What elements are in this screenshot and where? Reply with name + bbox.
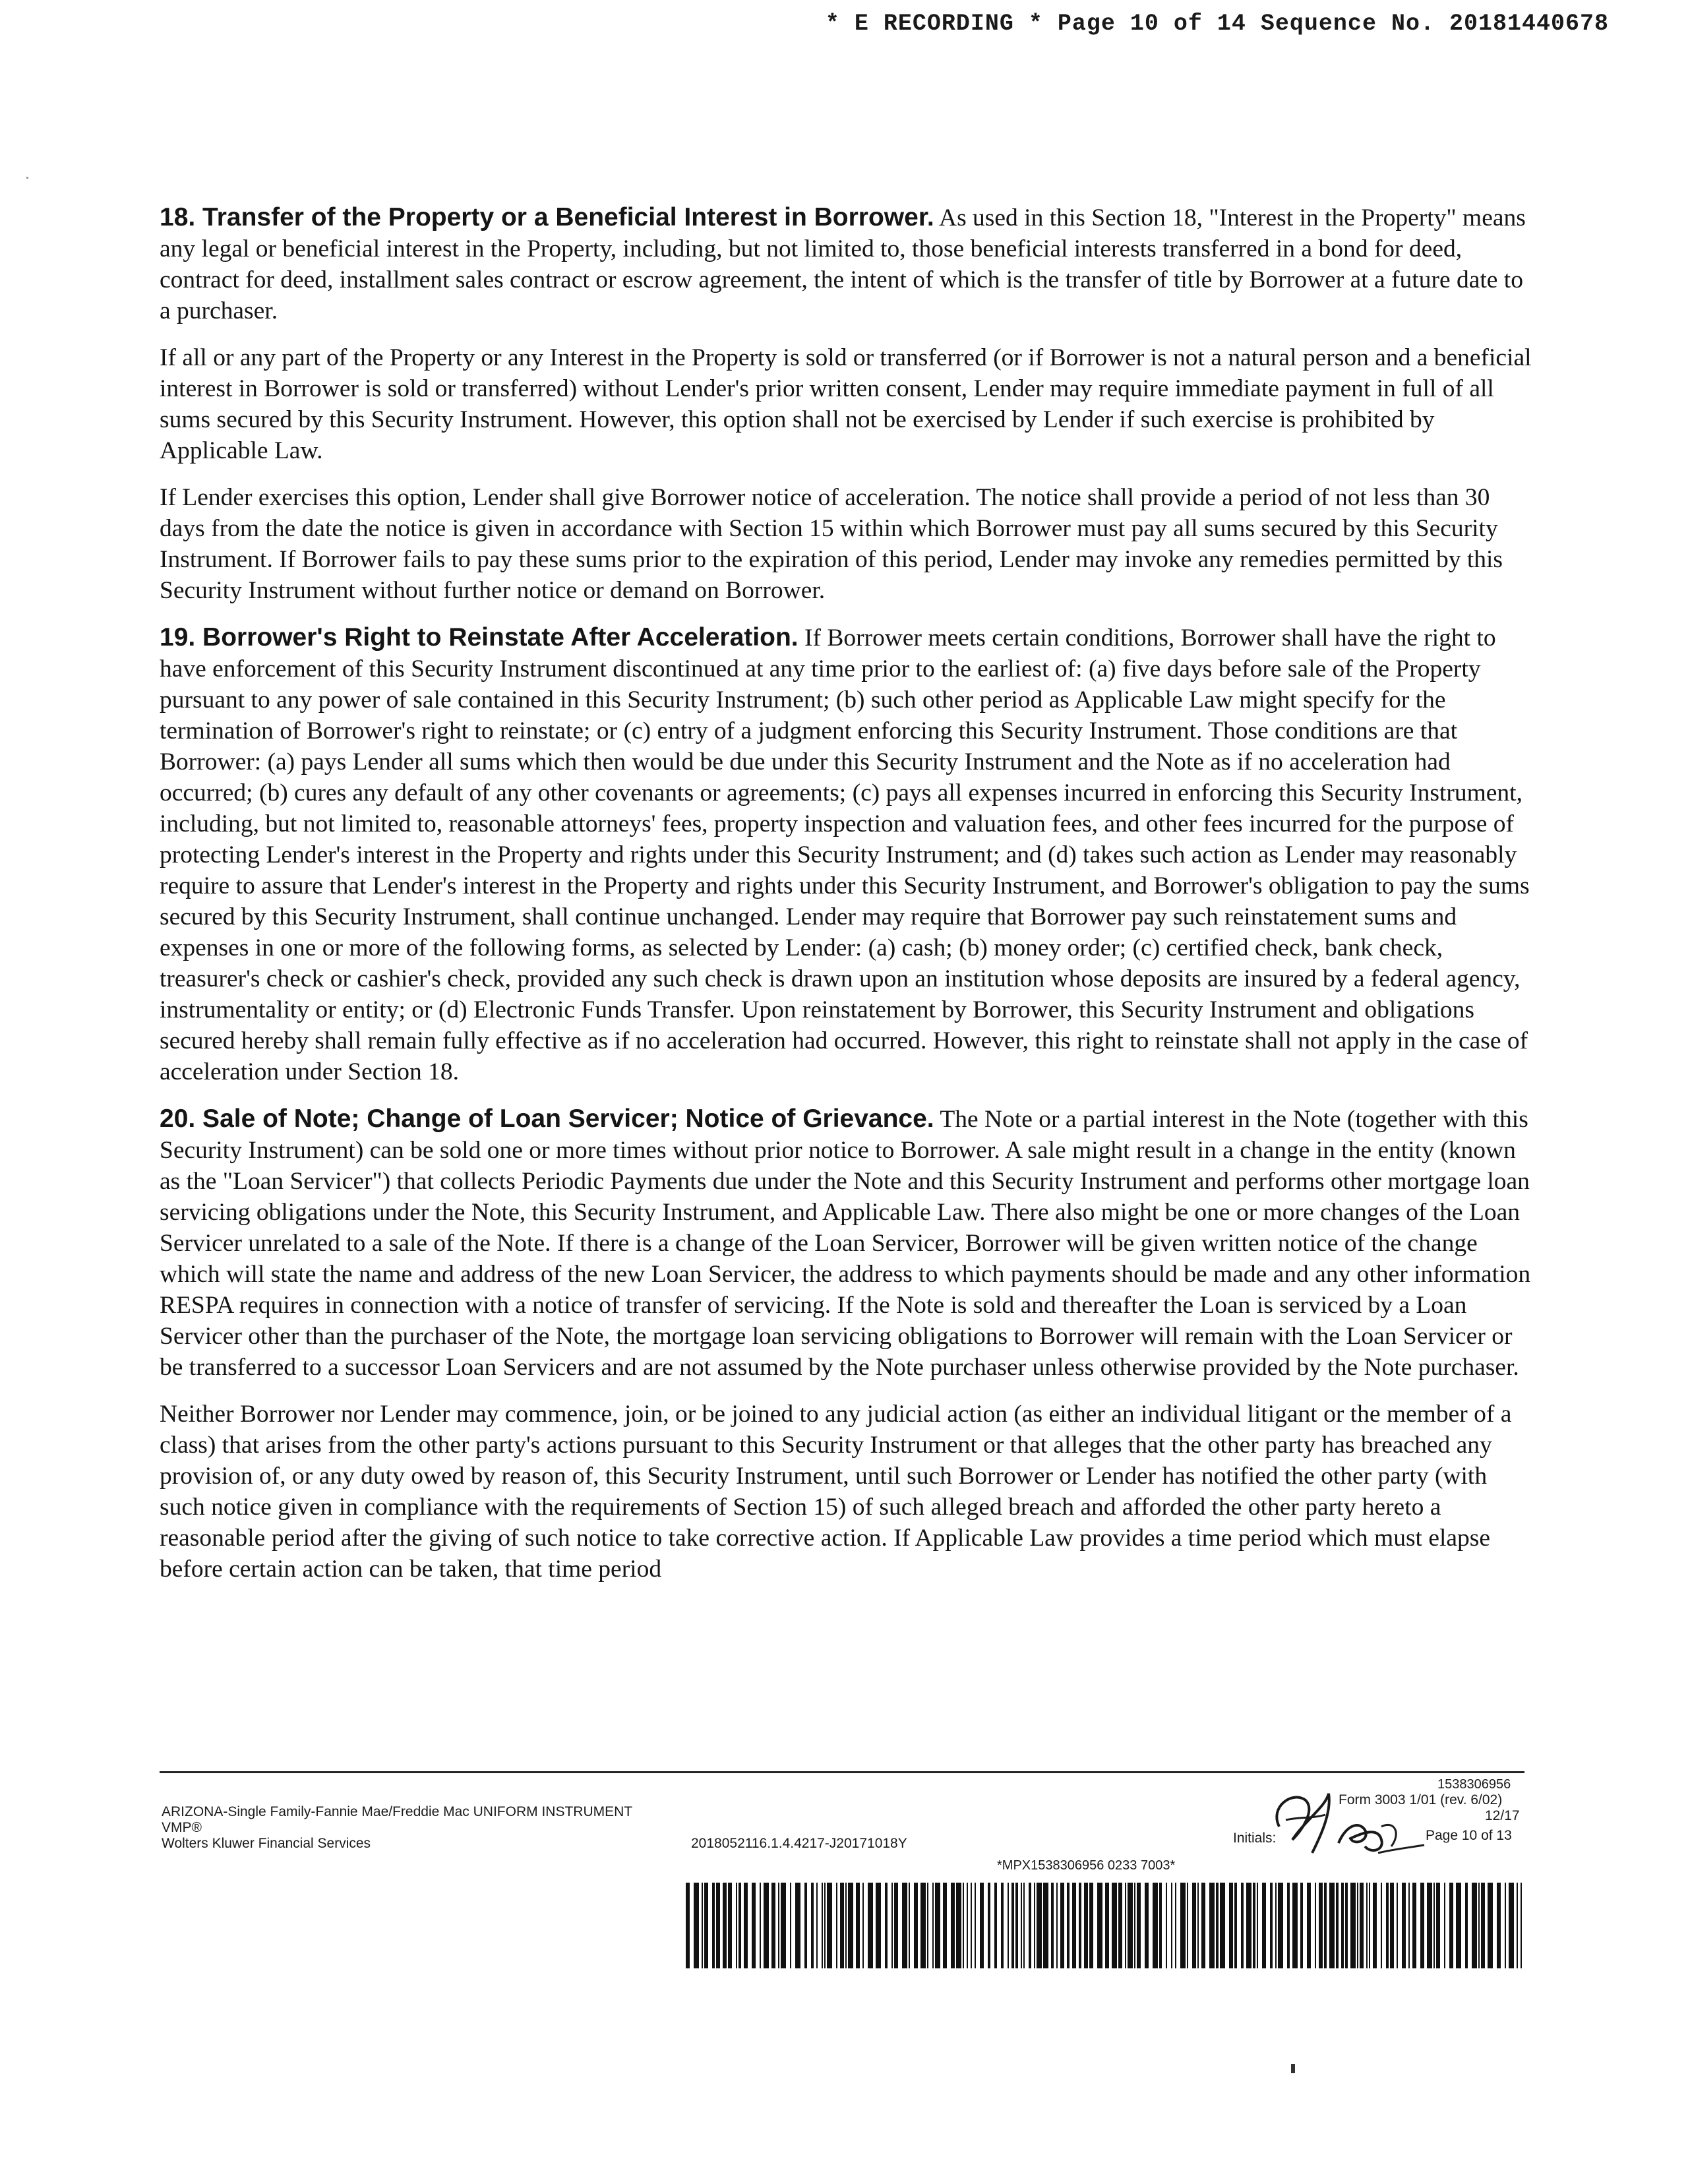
barcode-bar [894,1883,898,1968]
barcode-bar [1097,1883,1102,1968]
scan-mark [1291,2064,1295,2073]
barcode-bar [1350,1883,1356,1968]
barcode-bar [927,1883,928,1968]
barcode-bar [1345,1883,1348,1968]
barcode-bar [778,1883,779,1968]
barcode-bar [1366,1883,1368,1968]
initials-label: Initials: [1233,1831,1277,1846]
barcode-bar [935,1883,940,1968]
barcode-bar [967,1883,968,1968]
barcode-bar [728,1883,732,1968]
barcode-bar [1329,1883,1335,1968]
barcode-bar [1118,1883,1122,1968]
barcode-bar [1341,1883,1344,1968]
barcode-bar [836,1883,837,1968]
barcode-bar [902,1883,907,1968]
barcode-bar [1187,1883,1188,1968]
barcode-bar [704,1883,708,1968]
barcode-bar [1220,1883,1225,1968]
barcode-bar [1472,1883,1477,1968]
barcode-bar [1307,1883,1311,1968]
barcode-bar [781,1883,786,1968]
section-18-text-1: As used in this Section 18, "Interest in the Property" means any legal or beneficial interest in the Property, including, but not limited to, those beneficial interests transferred in a bond for deed, contract for deed, installment sales contract or escrow agreement, the intent of which is the transfer of title by Borrower at a future date to a purchaser. [160,204,1526,324]
barcode-bar [738,1883,741,1968]
barcode-bar [876,1883,881,1968]
barcode-bar [702,1883,703,1968]
section-20-text-1: The Note or a partial interest in the Note (together with this Security Instrument) can be sold one or more times without prior notice to Borrower. A sale might result in a change in the entity (known as the "Loan Servicer") that collects Periodic Payments due under the Note and this Security Instrument and performs other mortgage loan servicing obligations under the Note, this Security Instrument, and Applicable Law. There also might be one or more changes of the Loan Servicer unrelated to a sale of the Note. If there is a change of the Loan Servicer, Borrower will be given written notice of the change which will state the name and address of the new Loan Servicer, the address to which payments should be made and any other information RESPA requires in connection with a notice of transfer of servicing. If the Note is sold and thereafter the Loan is serviced by a Loan Servicer other than the purchaser of the Note, the mortgage loan servicing obligations to Borrower will remain with the Loan Servicer or be transferred to a successor Loan Servicers and are not assumed by the Note purchaser unless otherwise provided by the Note purchaser. [160,1106,1531,1381]
barcode-bar [790,1883,791,1968]
barcode-bar [1253,1883,1255,1968]
barcode-bar [712,1883,715,1968]
barcode-bar [1023,1883,1025,1968]
barcode-bar [1216,1883,1219,1968]
barcode-bar [1408,1883,1410,1968]
barcode [686,1883,1528,1968]
barcode-bar [1180,1883,1186,1968]
barcode-bar [951,1883,955,1968]
barcode-bar [1037,1883,1042,1968]
recording-stamp: * E RECORDING * Page 10 of 14 Sequence No. 20181440678 [825,11,1609,37]
handwritten-initials [1266,1780,1431,1866]
barcode-bar [1067,1883,1070,1968]
barcode-bar [994,1883,997,1968]
barcode-bar [1444,1883,1445,1968]
barcode-bar [891,1883,893,1968]
scan-speck [26,177,28,179]
barcode-bar [1412,1883,1416,1968]
barcode-bar [1456,1883,1461,1968]
barcode-bar [1229,1883,1233,1968]
barcode-bar [804,1883,807,1968]
barcode-bar [1134,1883,1135,1968]
barcode-bar [1449,1883,1453,1968]
barcode-bar [1509,1883,1514,1968]
barcode-bar [1209,1883,1215,1968]
barcode-bar [956,1883,961,1968]
barcode-bar [1390,1883,1394,1968]
barcode-bar [1397,1883,1398,1968]
barcode-bar [811,1883,814,1968]
barcode-bar [1192,1883,1196,1968]
section-19-heading: 19. Borrower's Right to Reinstate After Acceleration. [160,623,799,652]
barcode-bar [1481,1883,1485,1968]
barcode-bar [1015,1883,1018,1968]
barcode-bar [827,1883,832,1968]
barcode-bar [856,1883,860,1968]
barcode-bar [1001,1883,1004,1968]
barcode-bar [971,1883,972,1968]
barcode-bar [1234,1883,1237,1968]
barcode-bar [1373,1883,1377,1968]
barcode-bar [868,1883,873,1968]
barcode-bar [932,1883,934,1968]
barcode-bar [752,1883,756,1968]
document-body [160,202,1538,1600]
barcode-text: *MPX1538306956 0233 7003* [997,1858,1176,1873]
section-18-paragraph-3: If Lender exercises this option, Lender shall give Borrower notice of acceleration. The notice shall provide a period of not less than 30 days from the date the notice is given in accordance with Section 15 within which Borrower must pay all sums secured by this Security Instrument. If Borrower fails to pay these sums prior to the expiration of this period, Lender may invoke any remedies permitted by this Security Instrument without further notice or demand on Borrower. [160,484,1503,604]
barcode-bar [1112,1883,1117,1968]
section-20-paragraph-1 [160,1103,1538,1383]
barcode-bar [1315,1883,1316,1968]
barcode-bar [716,1883,720,1968]
barcode-bar [744,1883,748,1968]
vmp-label: VMP® [162,1820,202,1835]
barcode-bar [736,1883,737,1968]
barcode-bar [1360,1883,1364,1968]
barcode-bar [1137,1883,1141,1968]
barcode-bar [885,1883,888,1968]
barcode-bar [1420,1883,1424,1968]
barcode-bar [1201,1883,1205,1968]
section-18-paragraph-2: If all or any part of the Property or any Interest in the Property is sold or transferred (or if Borrower is not a natural person and a beneficial interest in Borrower is sold or transferred) without Lender's prior written consent, Lender may require immediate payment in full of all sums secured by this Security Instrument. However, this option shall not be exercised by Lender if such exercise is prohibited by Applicable Law. [160,344,1532,464]
barcode-bar [824,1883,826,1968]
publisher: Wolters Kluwer Financial Services [162,1836,371,1851]
barcode-bar [909,1883,910,1968]
barcode-bar [1171,1883,1172,1968]
barcode-bar [1427,1883,1432,1968]
barcode-bar [1275,1883,1277,1968]
barcode-bar [1369,1883,1370,1968]
doc-code: 2018052116.1.4.4217-J20171018Y [691,1836,907,1851]
barcode-bar [694,1883,699,1968]
section-18-heading: 18. Transfer of the Property or a Beneficial Interest in Borrower. [160,203,934,231]
barcode-bar [822,1883,823,1968]
barcode-bar [1128,1883,1133,1968]
date-code: 12/17 [1485,1808,1520,1823]
barcode-bar [816,1883,818,1968]
barcode-bar [1324,1883,1327,1968]
barcode-bar [771,1883,775,1968]
barcode-bar [1079,1883,1081,1968]
barcode-bar [920,1883,926,1968]
barcode-bar [1319,1883,1323,1968]
barcode-bar [840,1883,844,1968]
barcode-bar [988,1883,990,1968]
barcode-bar [1051,1883,1054,1968]
section-18-paragraph-1 [160,202,1538,326]
barcode-bar [1241,1883,1244,1968]
barcode-bar [862,1883,864,1968]
barcode-bar [963,1883,964,1968]
barcode-bar [1056,1883,1058,1968]
barcode-bar [1197,1883,1199,1968]
footer-rule [160,1771,1524,1773]
form-title: ARIZONA-Single Family-Fannie Mae/Freddie Mac UNIFORM INSTRUMENT [162,1804,633,1819]
barcode-bar [1287,1883,1290,1968]
barcode-bar [1521,1883,1522,1968]
section-20-heading: 20. Sale of Note; Change of Loan Servicer; Notice of Grievance. [160,1105,934,1133]
barcode-bar [686,1883,690,1968]
barcode-bar [1060,1883,1064,1968]
barcode-bar [1381,1883,1382,1968]
barcode-bar [975,1883,976,1968]
barcode-bar [1072,1883,1076,1968]
barcode-bar [848,1883,853,1968]
barcode-bar [1497,1883,1501,1968]
barcode-bar [1357,1883,1358,1968]
barcode-bar [1159,1883,1162,1968]
barcode-bar [1011,1883,1014,1968]
barcode-bar [1089,1883,1093,1968]
barcode-bar [1505,1883,1506,1968]
barcode-bar [760,1883,761,1968]
barcode-bar [1262,1883,1266,1968]
barcode-bar [1029,1883,1031,1968]
barcode-bar [1270,1883,1273,1968]
barcode-bar [1166,1883,1167,1968]
barcode-bar [1465,1883,1468,1968]
barcode-bar [1292,1883,1298,1968]
barcode-bar [1300,1883,1303,1968]
barcode-bar [1336,1883,1339,1968]
barcode-bar [1402,1883,1406,1968]
barcode-bar [1488,1883,1493,1968]
barcode-bar [1175,1883,1176,1968]
barcode-bar [1105,1883,1109,1968]
barcode-bar [1436,1883,1440,1968]
barcode-bar [764,1883,769,1968]
section-20-paragraph-2: Neither Borrower nor Lender may commence, join, or be joined to any judicial action (as either an individual litigant or the member of a class) that arises from the other party's actions pursuant to this Security Instrument or that alleges that the other party has breached any provision of, or any duty owed by reason of, this Security Instrument, until such Borrower or Lender has notified the other party (with such notice given in compliance with the requirements of Section 15) of such alleged breach and afforded the other party hereto a reasonable period after the giving of such notice to take corrective action. If Applicable Law provides a time period which must elapse before certain action can be taken, that time period [160,1401,1512,1583]
form-number: Form 3003 1/01 (rev. 6/02) [1339,1792,1503,1807]
barcode-bar [1125,1883,1126,1968]
barcode-bar [845,1883,847,1968]
barcode-bar [1517,1883,1518,1968]
barcode-bar [1278,1883,1283,1968]
barcode-bar [980,1883,984,1968]
barcode-bar [943,1883,947,1968]
loan-number: 1538306956 [1437,1777,1511,1792]
barcode-bar [1145,1883,1149,1968]
barcode-bar [1257,1883,1258,1968]
barcode-bar [1478,1883,1480,1968]
barcode-bar [1008,1883,1009,1968]
barcode-bar [1084,1883,1088,1968]
barcode-bar [1034,1883,1035,1968]
barcode-bar [1021,1883,1022,1968]
section-19-paragraph-1 [160,622,1538,1087]
barcode-bar [1246,1883,1251,1968]
section-19-text-1: If Borrower meets certain conditions, Borrower shall have the right to have enforcement of this Security Instrument discontinued at any time prior to the earliest of: (a) five days before sale of the Property pursuant to any power of sale contained in this Security Instrument; (b) such other period as Applicable Law might specify for the termination of Borrower's right to reinstate; or (c) entry of a judgment enforcing this Security Instrument. Those conditions are that Borrower: (a) pays Lender all sums which then would be due under this Security Instrument and the Note as if no acceleration had occurred; (b) cures any default of any other covenants or agreements; (c) pays all expenses incurred in enforcing this Security Instrument, including, but not limited to, reasonable attorneys' fees, property inspection and valuation fees, and other fees incurred for the purpose of protecting Lender's interest in the Property and rights under this Security Instrument; and (d) takes such action as Lender may reasonably require to assure that Lender's interest in the Property and rights under this Security Instrument, and Borrower's obligation to pay the sums secured by this Security Instrument, shall continue unchanged. Lender may require that Borrower pay such reinstatement sums and expenses in one or more of the following forms, as selected by Lender: (a) cash; (b) money order; (c) certified check, bank check, treasurer's check or cashier's check, provided any such check is drawn upon an institution whose deposits are insured by a federal agency, instrumentality or entity; or (d) Electronic Funds Transfer. Upon reinstatement by Borrower, this Security Instrument and obligations secured hereby shall remain fully effective as if no acceleration had occurred. However, this right to reinstate shall not apply in the case of acceleration under Section 18. [160,624,1530,1085]
page-label: Page 10 of 13 [1426,1828,1512,1843]
barcode-bar [795,1883,800,1968]
barcode-bar [1433,1883,1435,1968]
barcode-bar [1386,1883,1389,1968]
barcode-bar [723,1883,727,1968]
barcode-bar [914,1883,918,1968]
barcode-bar [1153,1883,1158,1968]
barcode-bar [1043,1883,1048,1968]
